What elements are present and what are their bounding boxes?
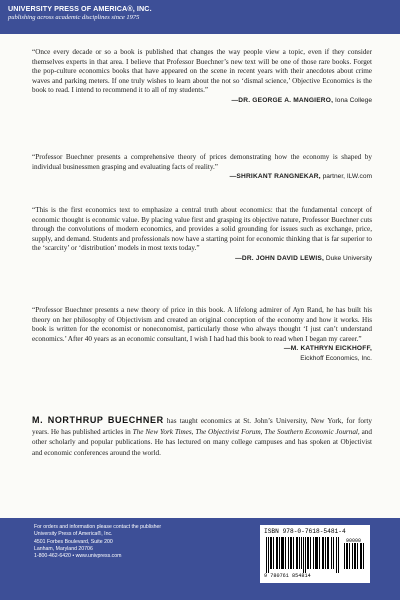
order-line: 1-800-462-6420 • www.univpress.com: [34, 553, 122, 560]
reviewer-name: —SHRIKANT RANGNEKAR,: [229, 173, 321, 180]
bio-publications: The New York Times, The Objectivist Forum, The Southern Economic Journal,: [132, 427, 360, 436]
review-attribution: [32, 344, 372, 354]
order-line: University Press of America®, Inc.: [34, 531, 113, 538]
review-3: [32, 206, 372, 263]
price-code: 90000: [346, 538, 362, 544]
review-quote: “Once every decade or so a book is published that changes the way people view a topic, even if they consider themselves experts in that area. I believe that Professor Buechner’s new text will be one of those rare books. Forget the pop-culture economics books that have appeared on the scene in recent years with their anecdotes about crime waves and parking meters. If one truly wishes to learn about the not so ‘dismal science,’ Objective Economics is the book to read. I intend to recommend it to all of my students.”: [32, 48, 372, 94]
barcode-icon: [266, 537, 366, 573]
review-attribution: [32, 254, 372, 264]
review-4: [32, 306, 372, 363]
reviewer-affiliation: Eickhoff Economics, Inc.: [300, 354, 372, 362]
reviewer-affiliation: partner, ILW.com: [322, 173, 372, 180]
publisher-name: UNIVERSITY PRESS OF AMERICA®, INC.: [8, 4, 152, 13]
reviewer-affiliation: Duke University: [325, 254, 372, 262]
reviewer-name: —DR. JOHN DAVID LEWIS,: [235, 254, 324, 262]
order-line: Lanham, Maryland 20706: [34, 545, 93, 552]
bio-text-2: and other scholarly and popular publications. He has lectured on many college campuses and has spoken at Objectivist and economic conferences around the world.: [32, 427, 372, 457]
author-bio: [32, 415, 372, 458]
review-1: [32, 48, 372, 105]
isbn-label: ISBN 978-0-7618-5481-4: [264, 528, 346, 535]
review-quote: “Professor Buechner presents a comprehensive theory of prices demonstrating how the economy is shaped by individual businessmen grasping and evaluating facts of reality.”: [32, 153, 372, 171]
review-attribution: [32, 172, 372, 182]
review-2: [32, 153, 372, 182]
reviewer-name: —DR. GEORGE A. MANGIERO,: [231, 96, 334, 104]
review-quote: “This is the first economics text to emphasize a central truth about economics: that the fundamental concept of economic thought is economic value. By placing value first and grasping its objective nature, Professor Buechner cuts through the convolutions of modern economics, and provides a solid grounding for issues such as exchange, price, supply, and demand. Students and professionals now have a starting point for economic thinking that is far superior to the ‘scarcity’ or ‘distribution’ models in most texts today.”: [32, 206, 372, 252]
reviewer-affiliation: Iona College: [334, 96, 372, 104]
bio-text-1: has taught economics at St. John’s University, New York, for forty years. He has published articles in: [32, 417, 372, 436]
author-name: M. NORTHRUP BUECHNER: [32, 415, 164, 425]
order-line: 4501 Forbes Boulevard, Suite 200: [34, 538, 113, 545]
review-attribution: [32, 96, 372, 106]
review-attribution-affiliation: [32, 354, 372, 364]
review-quote: “Professor Buechner presents a new theory of price in this book. A lifelong admirer of Ayn Rand, he has built his theory on her philosophy of Objectivism and created an original conception of the economy and how it works. His book is written for the economist or noneconomist, particularly those who always thought ‘I just can’t understand economics.’ After 40 years as an economic consultant, I wish I had had this book to read when I began my career.”: [32, 306, 372, 343]
barcode-digits: 9 780761 854814: [264, 573, 311, 579]
publisher-tagline: publishing across academic disciplines since 1975: [8, 14, 140, 21]
order-info: [34, 524, 161, 560]
order-line: For orders and information please contact the publisher: [34, 524, 162, 530]
reviewer-name: —M. KATHRYN EICKHOFF,: [283, 345, 372, 352]
